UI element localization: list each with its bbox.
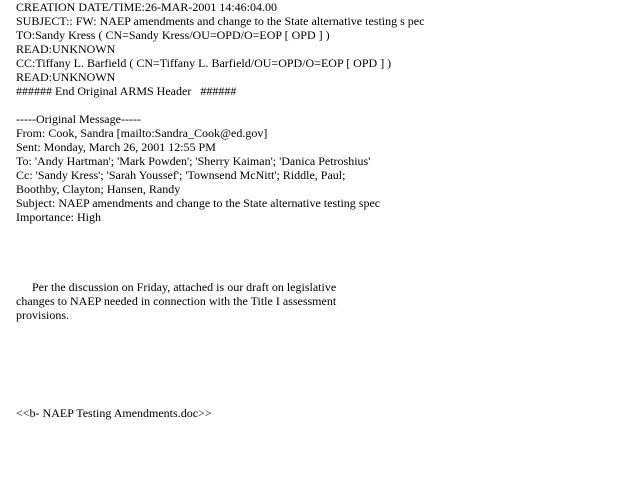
arms-header <box>16 0 626 98</box>
original-message-divider: -----Original Message----- <box>16 112 141 126</box>
from-line: From: Cook, Sandra [mailto:Sandra_Cook@ed.gov] <box>16 126 268 140</box>
read-status-line: READ:UNKNOWN <box>16 70 116 84</box>
email-document <box>16 0 626 420</box>
body-line: provisions. <box>16 308 70 322</box>
importance-line: Importance: High <box>16 210 101 224</box>
to-recipients-line: To: 'Andy Hartman'; 'Mark Powden'; 'Sherry Kaiman'; 'Danica Petroshius' <box>16 154 371 168</box>
body-line: changes to NAEP needed in connection with the Title I assessment <box>16 294 337 308</box>
read-status-line: READ:UNKNOWN <box>16 42 116 56</box>
spacer <box>16 98 626 112</box>
end-header-line: ###### End Original ARMS Header ###### <box>16 84 237 98</box>
creation-date-line: CREATION DATE/TIME:26-MAR-2001 14:46:04.00 <box>16 0 277 14</box>
original-message-header <box>16 112 626 224</box>
to-line: TO:Sandy Kress ( CN=Sandy Kress/OU=OPD/O=EOP [ OPD ] ) <box>16 28 330 42</box>
cc-recipients-line: Cc: 'Sandy Kress'; 'Sarah Youssef'; 'Townsend McNitt'; Riddle, Paul; <box>16 168 346 182</box>
cc-recipients-continued-line: Boothby, Clayton; Hansen, Randy <box>16 182 181 196</box>
attachment-reference: <<b- NAEP Testing Amendments.doc>> <box>16 406 212 420</box>
message-subject-line: Subject: NAEP amendments and change to the State alternative testing spec <box>16 196 381 210</box>
spacer <box>16 224 626 280</box>
spacer <box>16 322 626 406</box>
cc-line: CC:Tiffany L. Barfield ( CN=Tiffany L. Barfield/OU=OPD/O=EOP [ OPD ] ) <box>16 56 392 70</box>
body-line: Per the discussion on Friday, attached is our draft on legislative <box>32 280 337 294</box>
subject-line: SUBJECT:: FW: NAEP amendments and change to the State alternative testing s pec <box>16 14 425 28</box>
message-body <box>16 280 626 322</box>
sent-line: Sent: Monday, March 26, 2001 12:55 PM <box>16 140 216 154</box>
